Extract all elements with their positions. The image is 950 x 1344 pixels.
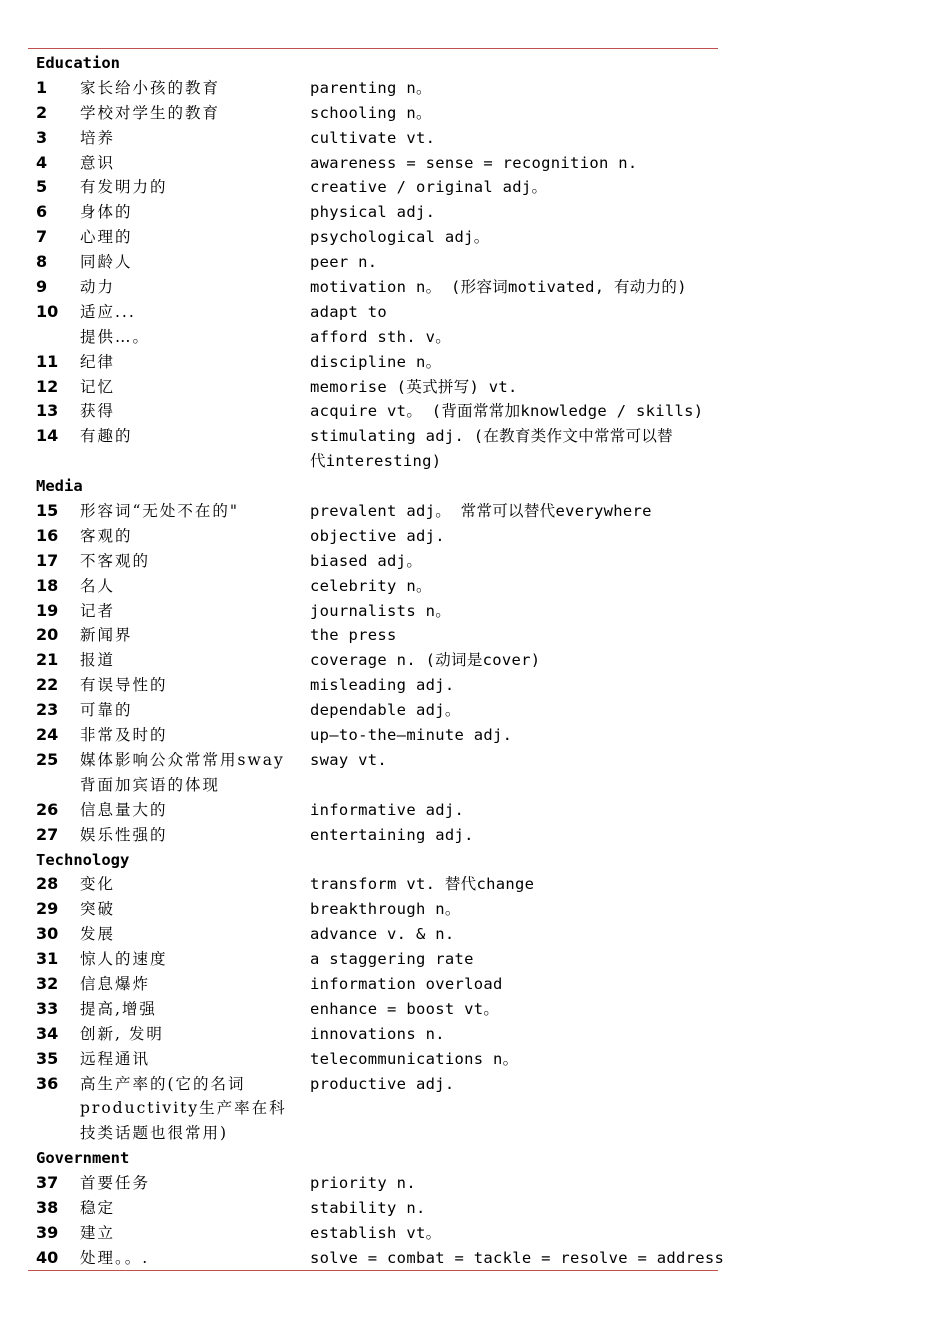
vocab-row: [28, 574, 718, 599]
vocab-row: [28, 1221, 718, 1246]
english-term: telecommunications n。: [310, 1049, 519, 1068]
entry-number: 40: [36, 1247, 59, 1267]
vocab-row: [28, 275, 718, 300]
vocab-row: [28, 350, 718, 375]
entry-number: 26: [36, 799, 59, 819]
chinese-term: 提高,增强: [80, 999, 157, 1018]
chinese-term: 惊人的速度: [80, 950, 168, 969]
chinese-term: 处理。。.: [80, 1248, 150, 1267]
english-term: misleading adj.: [310, 676, 455, 695]
english-term: awareness = sense = recognition n.: [310, 153, 638, 172]
chinese-term: 发展: [80, 925, 116, 944]
chinese-term: 有趣的: [80, 427, 133, 446]
entry-number: 3: [36, 127, 48, 147]
english-term: biased adj。: [310, 551, 423, 570]
entry-number: 25: [36, 749, 59, 769]
english-term: advance v. & n.: [310, 925, 455, 944]
english-term: a staggering rate: [310, 950, 474, 969]
vocab-row: [28, 1171, 718, 1196]
english-term: innovations n.: [310, 1024, 445, 1043]
vocab-row: [28, 375, 718, 400]
vocab-row: [28, 126, 718, 151]
entry-number: 37: [36, 1173, 59, 1193]
english-term: coverage n. (动词是cover): [310, 651, 541, 670]
vocab-row: [28, 1196, 718, 1221]
entry-number: 8: [36, 252, 48, 272]
english-term: adapt to: [310, 302, 388, 321]
chinese-term: 同龄人: [80, 253, 133, 272]
vocab-row: [28, 325, 718, 350]
chinese-term: 信息量大的: [80, 800, 168, 819]
entry-number: 27: [36, 824, 59, 844]
section-heading: Education: [36, 54, 120, 72]
entry-number: 28: [36, 874, 59, 894]
vocab-row: [28, 972, 718, 997]
vocab-row: [28, 449, 718, 474]
chinese-term: 形容词“无处不在的": [80, 502, 240, 521]
top-rule: [28, 48, 718, 49]
chinese-term: 心理的: [80, 228, 133, 247]
vocab-row: [28, 623, 718, 648]
vocab-row: [28, 1096, 718, 1121]
entry-number: 9: [36, 277, 48, 297]
entry-number: 4: [36, 152, 48, 172]
entry-number: 33: [36, 998, 59, 1018]
chinese-term: 非常及时的: [80, 726, 168, 745]
chinese-term: 记忆: [80, 377, 116, 396]
vocab-row: [28, 151, 718, 176]
chinese-term: 有误导性的: [80, 676, 168, 695]
english-term: information overload: [310, 974, 503, 993]
english-term: discipline n。: [310, 352, 442, 371]
vocab-row: [28, 1047, 718, 1072]
entry-number: 38: [36, 1197, 59, 1217]
chinese-term: 远程通讯: [80, 1049, 151, 1068]
vocab-row: [28, 175, 718, 200]
entry-number: 7: [36, 227, 48, 247]
english-term: transform vt. 替代change: [310, 875, 535, 894]
chinese-term: 有发明力的: [80, 178, 168, 197]
english-term: 代interesting): [310, 452, 442, 471]
chinese-term: 报道: [80, 651, 116, 670]
chinese-term: 可靠的: [80, 701, 133, 720]
entry-number: 18: [36, 575, 59, 595]
entry-number: 10: [36, 301, 59, 321]
chinese-term: 创新, 发明: [80, 1024, 164, 1043]
english-term: celebrity n。: [310, 576, 432, 595]
english-term: establish vt。: [310, 1223, 442, 1242]
vocab-row: [28, 798, 718, 823]
chinese-term: 新闻界: [80, 626, 133, 645]
vocab-row: [28, 922, 718, 947]
chinese-term: 建立: [80, 1223, 116, 1242]
english-term: objective adj.: [310, 526, 445, 545]
entry-number: 19: [36, 600, 59, 620]
entry-number: 23: [36, 700, 59, 720]
section-heading: Media: [36, 477, 83, 496]
chinese-term: 不客观的: [80, 551, 151, 570]
vocab-row: [28, 897, 718, 922]
english-term: memorise (英式拼写) vt.: [310, 377, 518, 396]
entry-number: 1: [36, 77, 48, 97]
vocab-row: [28, 424, 718, 449]
vocab-row: [28, 673, 718, 698]
entry-number: 21: [36, 650, 59, 670]
vocab-row: [28, 76, 718, 101]
english-term: peer n.: [310, 253, 378, 272]
entry-number: 5: [36, 177, 48, 197]
english-term: entertaining adj.: [310, 825, 474, 844]
chinese-term: 变化: [80, 875, 116, 894]
vocab-row: [28, 300, 718, 325]
english-term: afford sth. v。: [310, 327, 452, 346]
vocab-row: [28, 1022, 718, 1047]
chinese-term: 背面加宾语的体现: [80, 775, 221, 794]
chinese-term: 名人: [80, 576, 116, 595]
english-term: dependable adj。: [310, 701, 461, 720]
entry-number: 34: [36, 1023, 59, 1043]
chinese-term: 动力: [80, 278, 116, 297]
english-term: productive adj.: [310, 1074, 455, 1093]
vocab-row: [28, 200, 718, 225]
english-term: sway vt.: [310, 750, 388, 769]
chinese-term: 获得: [80, 402, 116, 421]
chinese-term: 学校对学生的教育: [80, 103, 221, 122]
chinese-term: 技类话题也很常用): [80, 1124, 229, 1143]
chinese-term: 信息爆炸: [80, 974, 151, 993]
vocab-row: [28, 599, 718, 624]
english-term: stability n.: [310, 1198, 426, 1217]
english-term: enhance = boost vt。: [310, 999, 500, 1018]
vocab-row: [28, 549, 718, 574]
english-term: solve = combat = tackle = resolve = address: [310, 1248, 725, 1267]
vocab-row: [28, 997, 718, 1022]
entry-number: 16: [36, 525, 59, 545]
english-term: parenting n。: [310, 78, 432, 97]
vocab-row: [28, 524, 718, 549]
vocab-row: [28, 1121, 718, 1146]
chinese-term: 记者: [80, 601, 116, 620]
vocab-row: [28, 225, 718, 250]
entry-number: 6: [36, 202, 48, 222]
vocab-row: [28, 773, 718, 798]
entry-number: 39: [36, 1222, 59, 1242]
entry-number: 17: [36, 550, 59, 570]
entry-number: 13: [36, 401, 59, 421]
chinese-term: 家长给小孩的教育: [80, 78, 221, 97]
english-term: schooling n。: [310, 103, 432, 122]
entry-number: 14: [36, 426, 59, 446]
chinese-term: 媒体影响公众常常用sway: [80, 750, 285, 769]
chinese-term: productivity生产率在科: [80, 1099, 287, 1118]
vocab-row: [28, 648, 718, 673]
english-term: journalists n。: [310, 601, 452, 620]
vocabulary-list: [28, 51, 725, 1271]
chinese-term: 适应...: [80, 302, 136, 321]
chinese-term: 提供…。: [80, 327, 151, 346]
vocab-row: [28, 947, 718, 972]
english-term: stimulating adj. (在教育类作文中常常可以替: [310, 427, 673, 446]
english-term: psychological adj。: [310, 228, 490, 247]
chinese-term: 客观的: [80, 526, 133, 545]
entry-number: 20: [36, 625, 59, 645]
english-term: prevalent adj。 常常可以替代everywhere: [310, 502, 652, 521]
entry-number: 11: [36, 351, 59, 371]
english-term: creative / original adj。: [310, 178, 548, 197]
vocab-row: [28, 698, 718, 723]
english-term: physical adj.: [310, 203, 436, 222]
chinese-term: 稳定: [80, 1198, 116, 1217]
entry-number: 15: [36, 501, 59, 521]
entry-number: 24: [36, 725, 59, 745]
chinese-term: 纪律: [80, 352, 116, 371]
entry-number: 2: [36, 102, 48, 122]
vocab-row: [28, 499, 718, 524]
english-term: up—to-the—minute adj.: [310, 726, 513, 745]
vocab-row: [28, 748, 718, 773]
entry-number: 30: [36, 924, 59, 944]
bottom-rule: [28, 1270, 718, 1271]
vocab-row: [28, 101, 718, 126]
vocab-row: [28, 399, 718, 424]
entry-number: 29: [36, 899, 59, 919]
vocab-row: [28, 823, 718, 848]
entry-number: 12: [36, 376, 59, 396]
entry-number: 22: [36, 675, 59, 695]
chinese-term: 身体的: [80, 203, 133, 222]
entry-number: 31: [36, 949, 59, 969]
vocab-row: [28, 872, 718, 897]
english-term: breakthrough n。: [310, 900, 461, 919]
chinese-term: 意识: [80, 153, 116, 172]
english-term: priority n.: [310, 1174, 416, 1193]
section-heading: Technology: [36, 850, 130, 869]
english-term: acquire vt。 (背面常常加knowledge / skills): [310, 402, 704, 421]
entry-number: 32: [36, 973, 59, 993]
vocab-row: [28, 250, 718, 275]
english-term: motivation n。 (形容词motivated, 有动力的): [310, 278, 687, 297]
section-heading: Government: [36, 1149, 130, 1168]
chinese-term: 培养: [80, 128, 116, 147]
chinese-term: 娱乐性强的: [80, 825, 168, 844]
english-term: informative adj.: [310, 800, 465, 819]
chinese-term: 突破: [80, 900, 116, 919]
entry-number: 35: [36, 1048, 59, 1068]
english-term: the press: [310, 626, 397, 645]
vocab-row: [28, 723, 718, 748]
entry-number: 36: [36, 1073, 59, 1093]
vocab-row: [28, 1072, 718, 1097]
chinese-term: 高生产率的(它的名词: [80, 1074, 246, 1093]
english-term: cultivate vt.: [310, 128, 436, 147]
chinese-term: 首要任务: [80, 1174, 151, 1193]
vocab-row: [28, 1246, 725, 1271]
